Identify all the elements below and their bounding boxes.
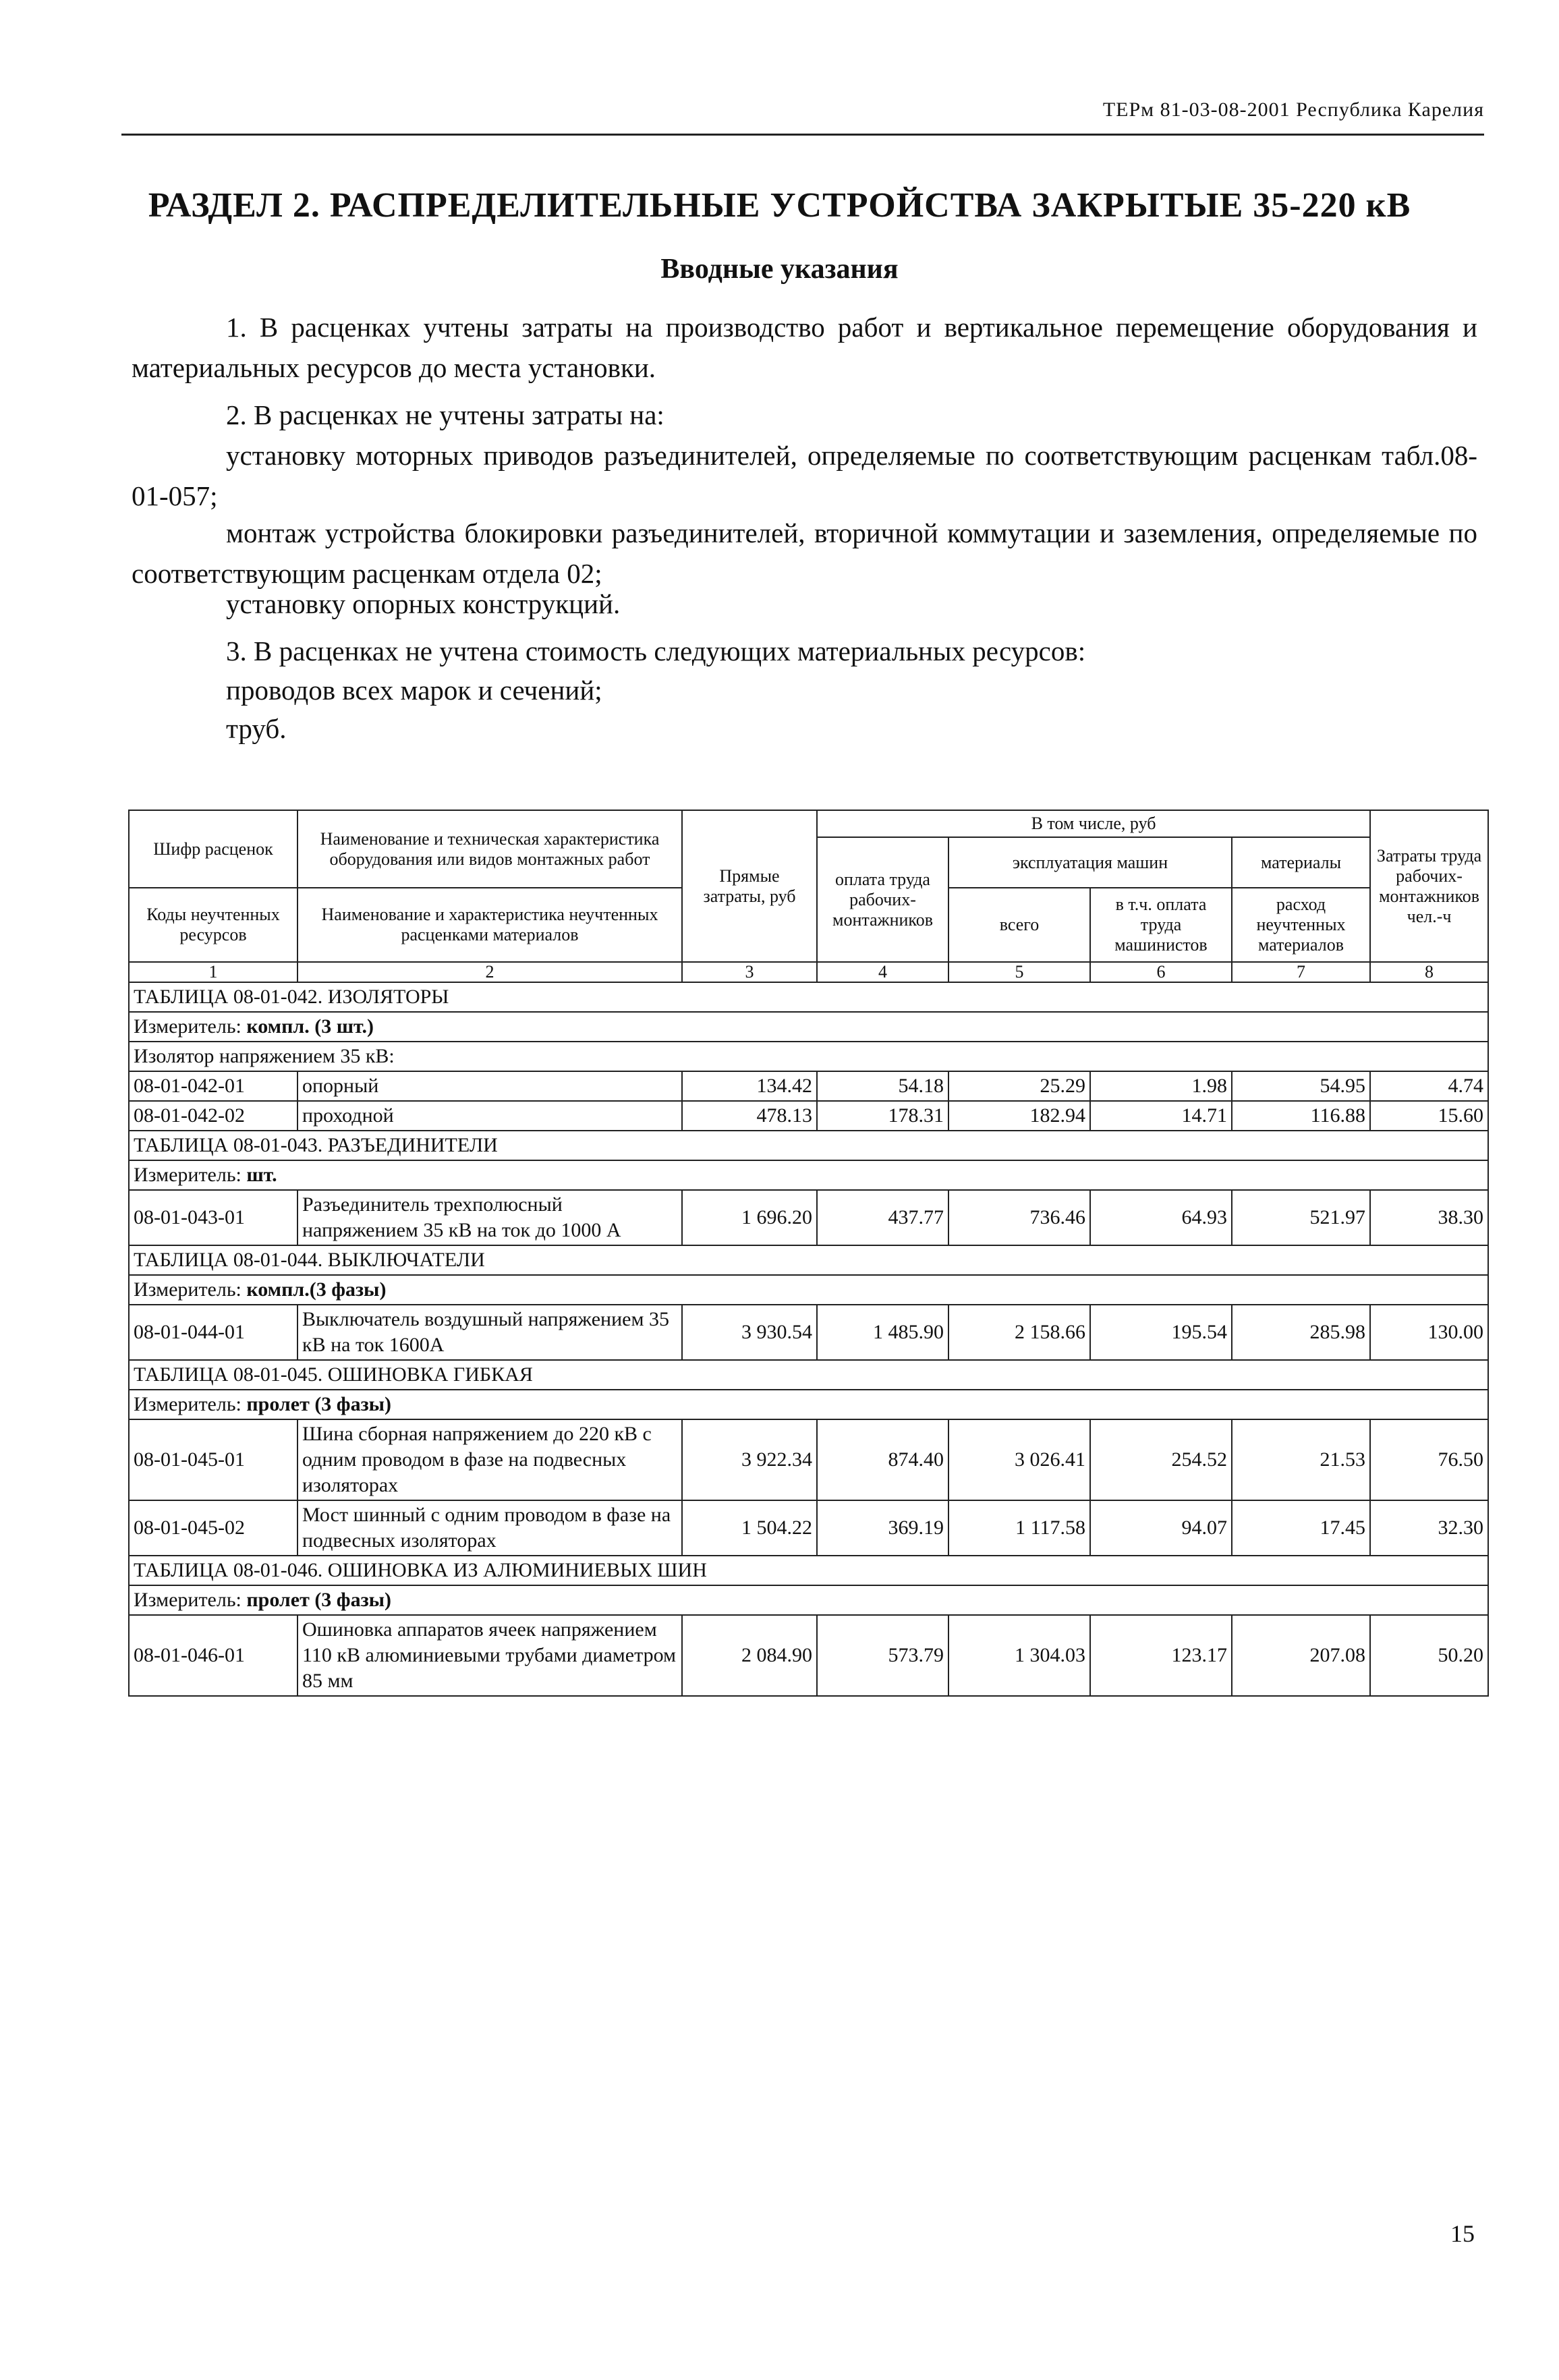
table-meter — [129, 1585, 1488, 1615]
header-name: Наименование и техническая характеристика оборудования или видов монтажных работ — [297, 810, 682, 888]
header-materials: материалы — [1232, 837, 1370, 888]
header-labor-pay: оплата труда рабочих-монтажников — [817, 837, 948, 962]
table-row — [129, 1071, 1488, 1101]
machines-total: 1 117.58 — [948, 1500, 1090, 1556]
table-title: ТАБЛИЦА 08-01-042. ИЗОЛЯТОРЫ — [129, 982, 1488, 1012]
machines-total: 25.29 — [948, 1071, 1090, 1101]
paragraph-2c: установку опорных конструкций. — [226, 588, 621, 619]
labor-cost: 130.00 — [1370, 1305, 1488, 1360]
labor-cost: 15.60 — [1370, 1101, 1488, 1131]
rate-code: 08-01-042-02 — [129, 1101, 297, 1131]
meter-label: Измеритель: — [134, 1393, 242, 1415]
column-number: 8 — [1370, 962, 1488, 982]
table-row — [129, 1190, 1488, 1245]
table-meter — [129, 1275, 1488, 1305]
labor-cost: 76.50 — [1370, 1419, 1488, 1500]
rate-code: 08-01-046-01 — [129, 1615, 297, 1696]
direct-costs: 1 504.22 — [682, 1500, 817, 1556]
machines-total: 3 026.41 — [948, 1419, 1090, 1500]
rate-code: 08-01-045-02 — [129, 1500, 297, 1556]
paragraph-3: 3. В расценках не учтена стоимость следующих материальных ресурсов: — [226, 635, 1086, 667]
header-unaccounted-name: Наименование и характеристика неучтенных расценками материалов — [297, 888, 682, 962]
direct-costs: 3 930.54 — [682, 1305, 817, 1360]
table-title: ТАБЛИЦА 08-01-044. ВЫКЛЮЧАТЕЛИ — [129, 1245, 1488, 1275]
machines-total: 2 158.66 — [948, 1305, 1090, 1360]
machines-total: 1 304.03 — [948, 1615, 1090, 1696]
machinist-pay: 123.17 — [1090, 1615, 1232, 1696]
machinist-pay: 14.71 — [1090, 1101, 1232, 1131]
meter-label: Измеритель: — [134, 1278, 242, 1301]
table-row — [129, 1101, 1488, 1131]
rate-code: 08-01-045-01 — [129, 1419, 297, 1500]
paragraph-2a: установку моторных приводов разъединителей, определяемые по соответствующим расценкам табл.08-01-057; — [132, 440, 1477, 511]
header-machinist-pay: в т.ч. оплата труда машинистов — [1090, 888, 1232, 962]
meter-label: Измеритель: — [134, 1164, 242, 1186]
materials: 21.53 — [1232, 1419, 1370, 1500]
rate-name: Разъединитель трехполюсный напряжением 35 кВ на ток до 1000 А — [297, 1190, 682, 1245]
meter-value: компл.(3 фазы) — [246, 1278, 387, 1301]
column-number: 1 — [129, 962, 297, 982]
page-header — [121, 94, 1484, 136]
table-title: ТАБЛИЦА 08-01-045. ОШИНОВКА ГИБКАЯ — [129, 1360, 1488, 1390]
materials: 521.97 — [1232, 1190, 1370, 1245]
paragraph-2: 2. В расценках не учтены затраты на: — [226, 399, 664, 430]
direct-costs: 1 696.20 — [682, 1190, 817, 1245]
table-meter — [129, 1012, 1488, 1042]
table-row — [129, 1419, 1488, 1500]
labor-cost: 38.30 — [1370, 1190, 1488, 1245]
machinist-pay: 94.07 — [1090, 1500, 1232, 1556]
paragraph-3a: проводов всех марок и сечений; — [226, 675, 602, 706]
materials: 207.08 — [1232, 1615, 1370, 1696]
intro-heading: Вводные указания — [660, 254, 899, 285]
labor-pay: 54.18 — [817, 1071, 948, 1101]
table-title: ТАБЛИЦА 08-01-043. РАЗЪЕДИНИТЕЛИ — [129, 1131, 1488, 1160]
table-row — [129, 1305, 1488, 1360]
column-number: 7 — [1232, 962, 1370, 982]
header-unaccounted-consumption: расход неучтенных материалов — [1232, 888, 1370, 962]
rate-code: 08-01-044-01 — [129, 1305, 297, 1360]
materials: 54.95 — [1232, 1071, 1370, 1101]
table-title: ТАБЛИЦА 08-01-046. ОШИНОВКА ИЗ АЛЮМИНИЕВЫХ ШИН — [129, 1556, 1488, 1585]
machinist-pay: 195.54 — [1090, 1305, 1232, 1360]
meter-label: Измеритель: — [134, 1589, 242, 1611]
meter-label: Измеритель: — [134, 1015, 242, 1038]
rate-name: Шина сборная напряжением до 220 кВ с одним проводом в фазе на подвесных изоляторах — [297, 1419, 682, 1500]
rate-name: Мост шинный с одним проводом в фазе на подвесных изоляторах — [297, 1500, 682, 1556]
column-number: 6 — [1090, 962, 1232, 982]
column-number: 5 — [948, 962, 1090, 982]
materials: 17.45 — [1232, 1500, 1370, 1556]
labor-pay: 1 485.90 — [817, 1305, 948, 1360]
header-direct-costs: Прямые затраты, руб — [682, 810, 817, 962]
header-labor-cost: Затраты труда рабочих-монтажников чел.-ч — [1370, 810, 1488, 962]
header-document-code: ТЕРм 81-03-08-2001 Республика Карелия — [1102, 98, 1484, 121]
materials: 285.98 — [1232, 1305, 1370, 1360]
machinist-pay: 64.93 — [1090, 1190, 1232, 1245]
table-row — [129, 1615, 1488, 1696]
rate-code: 08-01-043-01 — [129, 1190, 297, 1245]
rate-code: 08-01-042-01 — [129, 1071, 297, 1101]
table-row — [129, 1500, 1488, 1556]
direct-costs: 134.42 — [682, 1071, 817, 1101]
column-number: 4 — [817, 962, 948, 982]
page-number: 15 — [1450, 2220, 1475, 2247]
rate-name: проходной — [297, 1101, 682, 1131]
header-machines: эксплуатация машин — [948, 837, 1232, 888]
machinist-pay: 254.52 — [1090, 1419, 1232, 1500]
direct-costs: 2 084.90 — [682, 1615, 817, 1696]
column-number: 3 — [682, 962, 817, 982]
labor-cost: 50.20 — [1370, 1615, 1488, 1696]
header-code: Шифр расценок — [129, 810, 297, 888]
machinist-pay: 1.98 — [1090, 1071, 1232, 1101]
machines-total: 182.94 — [948, 1101, 1090, 1131]
direct-costs: 3 922.34 — [682, 1419, 817, 1500]
table-meter — [129, 1390, 1488, 1419]
meter-value: компл. (3 шт.) — [246, 1015, 374, 1038]
labor-pay: 369.19 — [817, 1500, 948, 1556]
section-title: РАЗДЕЛ 2. РАСПРЕДЕЛИТЕЛЬНЫЕ УСТРОЙСТВА ЗАКРЫТЫЕ 35-220 кВ — [148, 186, 1411, 225]
header-unaccounted-codes: Коды неучтенных ресурсов — [129, 888, 297, 962]
rate-name: Выключатель воздушный напряжением 35 кВ на ток 1600А — [297, 1305, 682, 1360]
paragraph-3b: труб. — [226, 713, 287, 744]
labor-cost: 4.74 — [1370, 1071, 1488, 1101]
labor-cost: 32.30 — [1370, 1500, 1488, 1556]
labor-pay: 178.31 — [817, 1101, 948, 1131]
table-meter — [129, 1160, 1488, 1190]
direct-costs: 478.13 — [682, 1101, 817, 1131]
rate-name: опорный — [297, 1071, 682, 1101]
meter-value: пролет (3 фазы) — [246, 1393, 392, 1415]
paragraph-1: 1. В расценках учтены затраты на производство работ и вертикальное перемещение оборудования и материальных ресурсов до места установки. — [132, 312, 1477, 383]
rates-table — [128, 810, 1489, 1697]
table-subgroup: Изолятор напряжением 35 кВ: — [129, 1042, 1488, 1071]
meter-value: шт. — [246, 1164, 277, 1186]
labor-pay: 437.77 — [817, 1190, 948, 1245]
header-including: В том числе, руб — [817, 810, 1370, 837]
machines-total: 736.46 — [948, 1190, 1090, 1245]
paragraph-2b: монтаж устройства блокировки разъединителей, вторичной коммутации и заземления, определяемые по соответствующим расценкам отдела 02; — [132, 517, 1477, 589]
labor-pay: 874.40 — [817, 1419, 948, 1500]
rate-name: Ошиновка аппаратов ячеек напряжением 110 кВ алюминиевыми трубами диаметром 85 мм — [297, 1615, 682, 1696]
header-machines-total: всего — [948, 888, 1090, 962]
labor-pay: 573.79 — [817, 1615, 948, 1696]
materials: 116.88 — [1232, 1101, 1370, 1131]
column-number: 2 — [297, 962, 682, 982]
meter-value: пролет (3 фазы) — [246, 1589, 392, 1611]
